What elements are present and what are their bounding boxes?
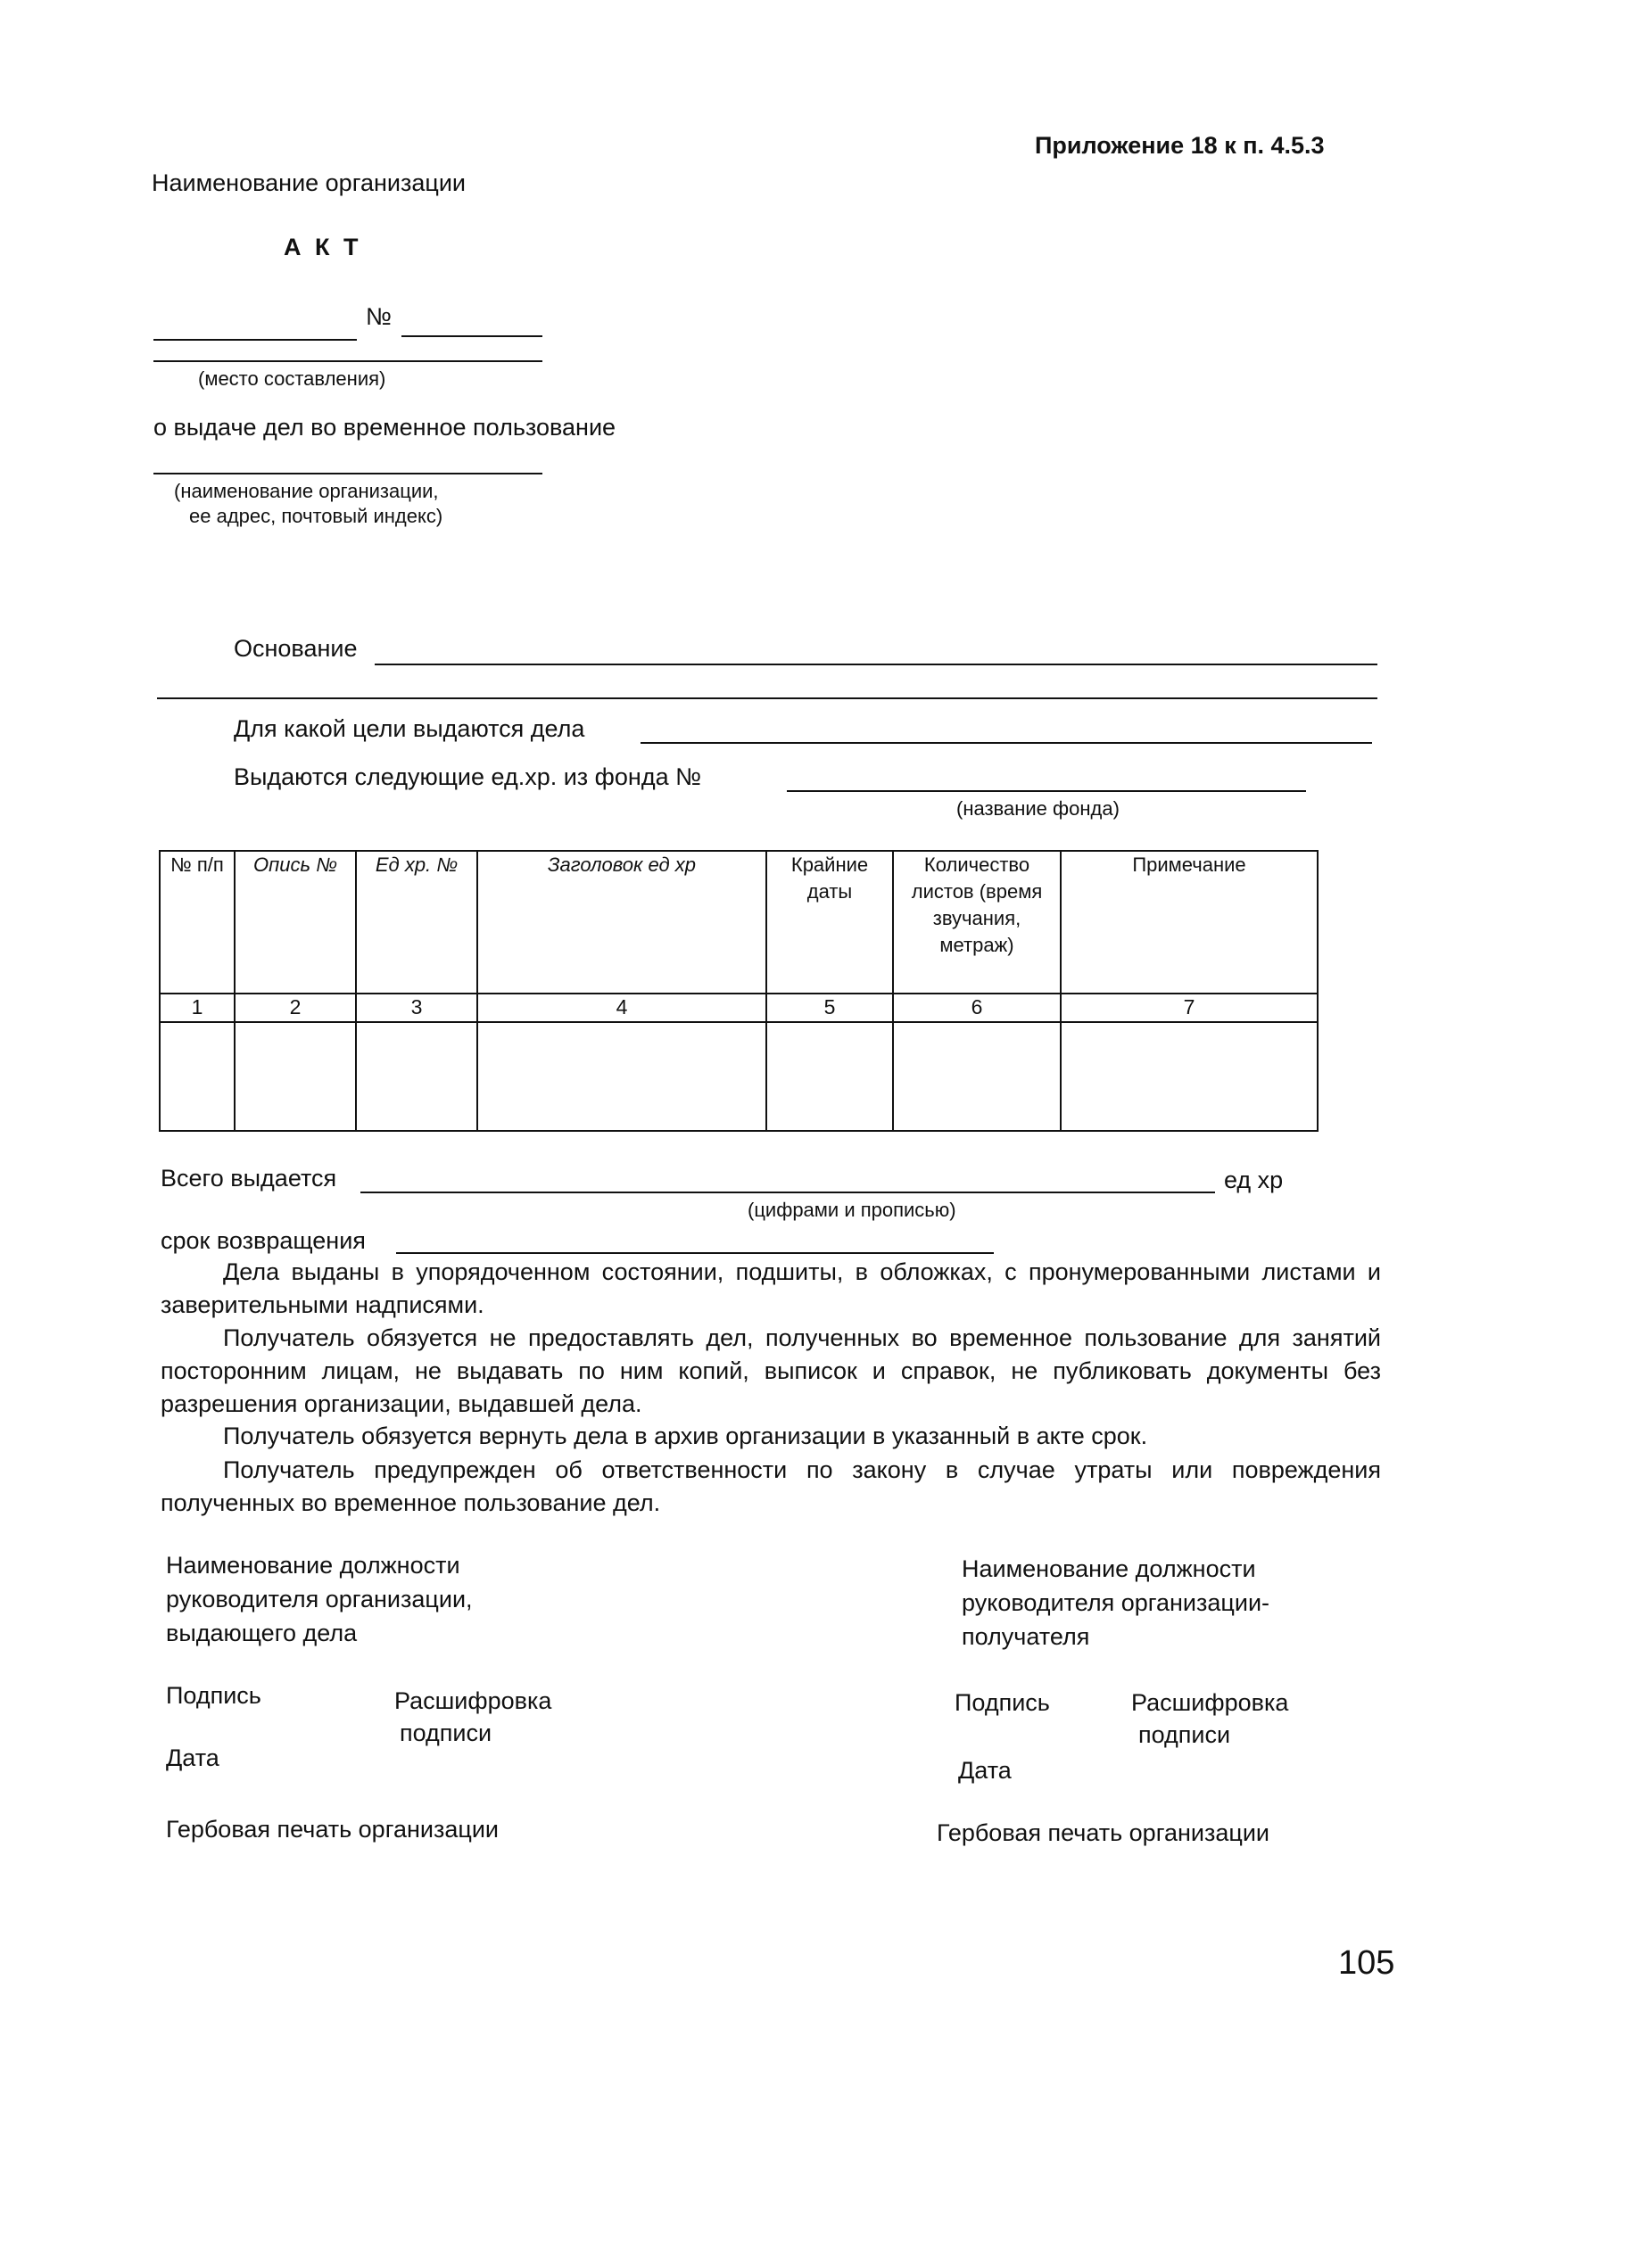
basis-blank-line-2 (157, 697, 1377, 699)
table-cell (356, 1022, 477, 1131)
left-signature-decode-line-2: подписи (400, 1720, 492, 1746)
place-caption: (место составления) (198, 367, 386, 390)
date-blank-line (153, 339, 357, 341)
purpose-blank-line (641, 742, 1372, 744)
page-number: 105 (1338, 1944, 1395, 1982)
paragraph-obligation-return: Получатель обязуется вернуть дела в архив организации в указанный в акте срок. (223, 1423, 1148, 1449)
col-number-2: 2 (235, 994, 356, 1022)
total-issued-unit: ед хр (1224, 1167, 1284, 1193)
left-position-line-3: выдающего дела (166, 1620, 358, 1646)
left-position-line-1: Наименование должности (166, 1552, 460, 1579)
total-issued-caption: (цифрами и прописью) (748, 1199, 956, 1221)
col-number-5: 5 (766, 994, 893, 1022)
col-number-1: 1 (160, 994, 235, 1022)
table-cell (235, 1022, 356, 1131)
right-position-line-2: руководителя организации- (962, 1589, 1270, 1616)
table-cell (893, 1022, 1061, 1131)
issued-units-table (159, 850, 1319, 1132)
right-signature-decode-line-2: подписи (1138, 1721, 1231, 1748)
table-row (160, 1022, 1318, 1131)
right-position-line-1: Наименование должности (962, 1555, 1256, 1582)
fund-name-blank-line (787, 790, 1306, 792)
table-cell (766, 1022, 893, 1131)
table-cell (477, 1022, 766, 1131)
col-header-row-number: № п/п (160, 851, 235, 994)
col-header-storage-unit: Ед хр. № (356, 851, 477, 994)
act-number-blank-line (401, 335, 542, 337)
issued-units-label: Выдаются следующие ед.хр. из фонда № (234, 763, 702, 790)
col-header-date-range: Крайние даты (766, 851, 893, 994)
left-seal-label: Гербовая печать организации (166, 1816, 499, 1843)
recipient-org-caption-line-1: (наименование организации, (174, 480, 439, 502)
return-term-label: срок возвращения (161, 1227, 366, 1254)
right-position-line-3: получателя (962, 1623, 1090, 1650)
total-issued-label: Всего выдается (161, 1165, 337, 1192)
col-header-note: Примечание (1061, 851, 1318, 994)
col-header-unit-title: Заголовок ед хр (477, 851, 766, 994)
left-signature-label: Подпись (166, 1682, 261, 1709)
col-number-7: 7 (1061, 994, 1318, 1022)
paragraph-liability: Получатель предупрежден об ответственности по закону в случае утраты или повреждения полученных во временное пользование дел. (161, 1456, 1381, 1516)
table-cell (160, 1022, 235, 1131)
act-subject: о выдаче дел во временное пользование (153, 414, 616, 441)
paragraph-condition: Дела выданы в упорядоченном состоянии, подшиты, в обложках, с пронумерованными листами и заверительными надписями. (161, 1258, 1381, 1318)
table-cell (1061, 1022, 1318, 1131)
return-term-blank-line (396, 1252, 994, 1254)
recipient-org-caption-line-2: ее адрес, почтовый индекс) (189, 505, 443, 527)
place-blank-line (153, 360, 542, 362)
basis-blank-line (375, 664, 1377, 665)
left-position-line-2: руководителя организации, (166, 1586, 473, 1612)
appendix-reference: Приложение 18 к п. 4.5.3 (1035, 132, 1325, 159)
right-signature-decode-line-1: Расшифровка (1131, 1689, 1289, 1716)
fund-name-caption: (название фонда) (956, 797, 1120, 820)
paragraph-obligation-no-share: Получатель обязуется не предоставлять дел, полученных во временное пользование для занятий посторонним лицам, не выдавать по ним копий, выписок и справок, не публиковать документы без разрешения организации, выдавшей дела. (161, 1324, 1381, 1417)
left-date-label: Дата (166, 1744, 219, 1771)
left-signature-decode-line-1: Расшифровка (394, 1687, 552, 1714)
total-issued-blank-line (360, 1192, 1215, 1193)
purpose-label: Для какой цели выдаются дела (234, 715, 585, 742)
col-number-3: 3 (356, 994, 477, 1022)
right-signature-label: Подпись (955, 1689, 1050, 1716)
act-title: А К Т (284, 234, 362, 260)
right-date-label: Дата (958, 1757, 1012, 1784)
col-header-sheet-count: Количество листов (время звучания, метраж) (893, 851, 1061, 994)
col-number-4: 4 (477, 994, 766, 1022)
recipient-org-blank-line (153, 473, 542, 474)
act-number-sign: № (366, 303, 392, 330)
col-header-inventory: Опись № (235, 851, 356, 994)
col-number-6: 6 (893, 994, 1061, 1022)
right-seal-label: Гербовая печать организации (937, 1819, 1269, 1846)
basis-label: Основание (234, 635, 358, 662)
organization-name-label: Наименование организации (152, 169, 466, 196)
